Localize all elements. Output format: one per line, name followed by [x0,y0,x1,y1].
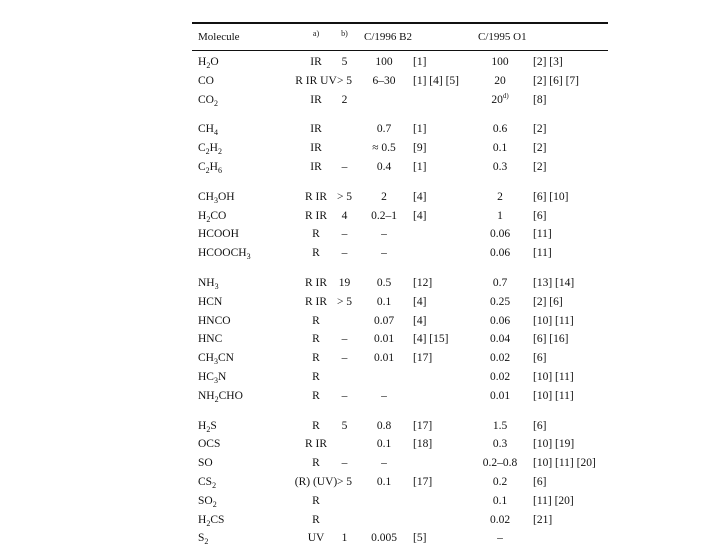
abundance-c1995o1-cell: 0.1 [492,142,508,155]
references-c1996b2-cell: [1] [413,56,427,68]
column-b-cell: 4 [341,209,348,222]
detection-method-cell: IR [310,142,322,155]
references-c1996b2-cell: [9] [413,142,427,155]
abundance-c1995o1-cell: 0.2–0.8 [482,457,518,470]
column-b-cell: > 5 [336,74,353,87]
table-top-rule [192,22,608,24]
detection-method-cell: R [312,494,320,507]
references-c1995o1-cell: [6] [533,352,547,365]
references-c1996b2-cell: [12] [413,277,433,289]
detection-method-cell: R [312,333,320,346]
abundance-c1996b2-cell: 0.07 [373,314,395,327]
references-c1995o1-cell: [10] [11] [533,389,574,402]
detection-method-cell: UV [307,532,325,545]
abundance-c1996b2-cell: 2 [381,190,387,203]
references-c1995o1-cell: [6] [16] [533,333,569,346]
detection-method-cell: R [312,247,320,260]
header-comet-hale-bopp: C/1995 O1 [478,31,527,43]
column-b-cell: – [341,352,348,365]
abundance-c1995o1-cell: 20$^{d)}$ [491,91,509,106]
detection-method-cell: R [312,314,320,327]
column-b-cell: – [341,333,348,346]
table-header-rule [192,50,608,51]
abundance-c1996b2-cell: 0.1 [376,438,392,451]
column-b-cell: – [341,247,348,260]
detection-method-cell: R [312,419,320,432]
references-c1995o1-cell: [13] [14] [533,277,575,289]
abundance-c1996b2-cell: 0.7 [376,123,392,136]
molecule-cell: $NH_2CHO$ [198,389,243,404]
molecule-cell: $S_2$ [198,532,209,546]
molecule-cell: $C_2H_2$ [198,142,222,157]
references-c1996b2-cell: [5] [413,532,427,545]
abundance-c1996b2-cell: 6–30 [372,74,396,87]
abundance-c1995o1-cell: 20 [494,74,506,87]
molecule-cell: HCN [198,295,223,308]
column-b-cell: – [341,228,348,241]
references-c1995o1-cell: [10] [11] [533,314,574,327]
footnote-marker: d) [502,91,509,100]
references-c1996b2-cell: [17] [413,352,433,365]
column-b-cell: > 5 [336,190,353,203]
detection-method-cell: R [312,457,320,470]
column-b-cell: – [341,389,348,402]
detection-method-cell: R [312,352,320,365]
abundance-c1996b2-cell: 0.8 [376,419,392,432]
references-c1995o1-cell: [10] [11] [20] [533,457,596,470]
detection-method-cell: IR [310,123,322,136]
abundance-c1996b2-cell: – [381,247,387,260]
abundance-c1995o1-cell: 0.6 [492,123,508,136]
references-c1996b2-cell: [4] [413,314,427,327]
column-b-cell: 19 [338,277,351,289]
header-comet-hyakutake: C/1996 B2 [364,31,412,43]
references-c1995o1-cell: [10] [11] [533,371,574,383]
references-c1995o1-cell: [11] [533,247,552,260]
references-c1996b2-cell: [17] [413,419,433,432]
abundance-c1995o1-cell: 2 [497,190,503,203]
molecule-cell: $CH_3OH$ [198,190,235,205]
detection-method-cell: (R) (UV) [294,476,338,488]
detection-method-cell: IR [310,161,322,173]
column-b-cell: 5 [341,56,348,68]
detection-method-cell: R [312,371,320,383]
references-c1995o1-cell: [2] [533,142,547,155]
column-b-cell: – [341,457,348,470]
references-c1995o1-cell: [2] [3] [533,56,563,68]
molecule-cell: $HCOOCH_3$ [198,247,251,262]
abundance-c1995o1-cell: – [497,532,503,545]
abundance-c1995o1-cell: 0.06 [489,314,511,327]
detection-method-cell: R IR [304,190,328,203]
references-c1996b2-cell: [1] [413,161,427,173]
molecule-cell: HCOOH [198,228,239,241]
abundance-c1995o1-cell: 100 [491,56,509,68]
abundance-c1995o1-cell: 0.06 [489,247,511,260]
column-b-cell: 1 [341,532,348,545]
abundance-c1995o1-cell: 0.3 [492,438,508,451]
references-c1995o1-cell: [2] [533,123,547,136]
references-c1996b2-cell: [4] [413,190,427,203]
abundance-c1996b2-cell: 0.005 [371,532,397,545]
abundance-c1995o1-cell: 0.02 [489,352,511,365]
references-c1995o1-cell: [11] [533,228,552,241]
molecule-cell: $NH_3$ [198,277,219,291]
detection-method-cell: IR [310,56,322,68]
detection-method-cell: R IR [304,277,328,289]
column-b-cell: 5 [341,419,348,432]
molecule-cell: $HC_3N$ [198,371,227,385]
molecule-cell: $CH_3CN$ [198,352,234,367]
detection-method-cell: IR [310,93,322,106]
molecule-cell: SO [198,457,213,470]
references-c1995o1-cell: [2] [6] [7] [533,74,579,87]
abundance-c1995o1-cell: 0.2 [492,476,508,488]
molecule-cell: $C_2H_6$ [198,161,222,175]
abundance-c1996b2-cell: 100 [375,56,393,68]
detection-method-cell: R [312,228,320,241]
abundance-c1995o1-cell: 1 [497,209,503,222]
abundance-c1996b2-cell: 0.4 [376,161,392,173]
references-c1995o1-cell: [6] [533,209,547,222]
references-c1996b2-cell: [1] [413,123,427,136]
references-c1995o1-cell: [21] [533,513,553,526]
column-b-cell: > 5 [336,295,353,308]
detection-method-cell: R IR UV [295,74,337,87]
references-c1996b2-cell: [4] [413,209,427,222]
references-c1995o1-cell: [11] [20] [533,494,574,507]
header-a: a) [312,29,320,38]
references-c1995o1-cell: [6] [10] [533,190,569,203]
molecule-cell: $H_2S$ [198,419,217,434]
abundance-c1996b2-cell: – [381,228,387,241]
abundance-c1996b2-cell: 0.01 [373,352,395,365]
molecule-cell: $SO_2$ [198,494,217,509]
detection-method-cell: R IR [304,295,328,308]
molecule-cell: $CH_4$ [198,123,218,138]
detection-method-cell: R IR [304,438,328,451]
references-c1995o1-cell: [2] [533,161,547,173]
references-c1995o1-cell: [2] [6] [533,295,563,308]
abundance-c1996b2-cell: ≈ 0.5 [372,142,396,155]
molecule-cell: $H_2O$ [198,56,219,70]
abundance-c1995o1-cell: 0.06 [489,228,511,241]
abundance-c1995o1-cell: 0.01 [489,389,511,402]
abundance-c1995o1-cell: 1.5 [492,419,508,432]
references-c1995o1-cell: [8] [533,93,547,106]
detection-method-cell: R [312,389,320,402]
molecule-cell: CO [198,74,214,87]
references-c1995o1-cell: [6] [533,476,547,488]
header-b: b) [341,29,348,38]
molecule-cell: $CO_2$ [198,93,218,108]
column-b-cell: – [341,161,348,173]
abundance-c1995o1-cell: 0.25 [489,295,511,308]
molecule-cell: HNCO [198,314,231,327]
references-c1996b2-cell: [4] [15] [413,333,449,346]
header-molecule: Molecule [198,31,240,43]
abundance-c1996b2-cell: 0.01 [373,333,395,346]
references-c1996b2-cell: [18] [413,438,433,451]
abundance-c1996b2-cell: 0.2–1 [371,209,397,222]
references-c1995o1-cell: [10] [19] [533,438,575,451]
references-c1996b2-cell: [1] [4] [5] [413,74,459,87]
molecule-cell: $H_2CS$ [198,513,225,528]
abundance-c1995o1-cell: 0.3 [492,161,508,173]
column-b-cell: 2 [341,93,348,106]
detection-method-cell: R IR [304,209,328,222]
abundance-c1996b2-cell: – [381,457,387,470]
references-c1995o1-cell: [6] [533,419,547,432]
references-c1996b2-cell: [17] [413,476,433,488]
abundance-c1995o1-cell: 0.02 [489,371,511,383]
abundance-c1995o1-cell: 0.1 [492,494,508,507]
detection-method-cell: R [312,513,320,526]
molecule-cell: $H_2CO$ [198,209,227,224]
abundance-c1996b2-cell: 0.1 [376,295,392,308]
molecule-cell: $CS_2$ [198,476,217,490]
abundance-c1996b2-cell: 0.1 [376,476,392,488]
molecule-cell: HNC [198,333,223,346]
molecule-cell: OCS [198,438,221,451]
column-b-cell: > 5 [336,476,353,488]
abundance-c1995o1-cell: 0.7 [492,277,508,289]
abundance-c1996b2-cell: – [381,389,387,402]
abundance-c1996b2-cell: 0.5 [376,277,392,289]
abundance-c1995o1-cell: 0.02 [489,513,511,526]
abundance-c1995o1-cell: 0.04 [489,333,511,346]
references-c1996b2-cell: [4] [413,295,427,308]
